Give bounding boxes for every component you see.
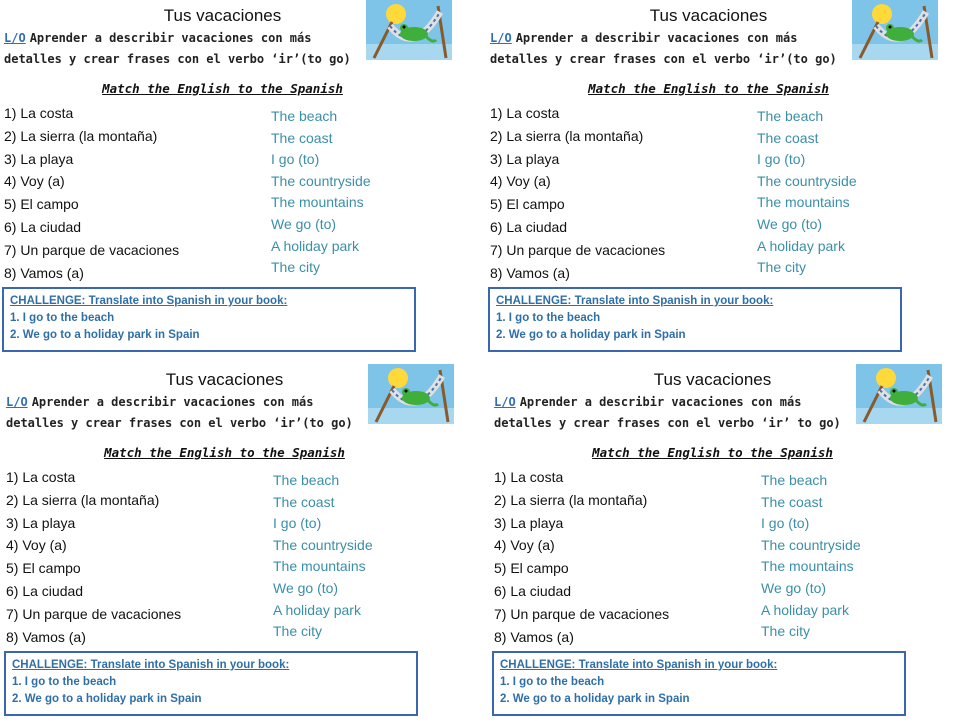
challenge-item: 1. I go to the beach	[10, 312, 115, 324]
hammock-frog-icon	[368, 364, 454, 424]
spanish-list	[6, 466, 181, 648]
spanish-item: 5) El campo	[4, 196, 79, 213]
english-item: The coast	[761, 493, 823, 510]
english-item: The beach	[271, 108, 338, 124]
challenge-item: 1. I go to the beach	[12, 676, 117, 688]
english-item: The mountains	[273, 558, 366, 575]
spanish-item: 8) Vamos (a)	[4, 264, 84, 281]
english-item: I go (to)	[757, 151, 806, 168]
lo-label: L/O	[494, 395, 516, 409]
challenge-title: CHALLENGE: Translate into Spanish in your book:	[496, 295, 774, 307]
lo-label: L/O	[4, 31, 26, 45]
english-list	[757, 106, 857, 279]
spanish-item: 4) Voy (a)	[490, 173, 551, 190]
spanish-item: 6) La ciudad	[494, 582, 572, 599]
challenge-box	[488, 287, 902, 352]
spanish-item: 1) La costa	[4, 105, 74, 121]
spanish-item: 6) La ciudad	[6, 582, 84, 599]
spanish-item: 5) El campo	[6, 560, 81, 577]
english-item: We go (to)	[761, 579, 827, 596]
lo-line1: Aprender a describir vacaciones con más	[515, 31, 798, 45]
english-item: A holiday park	[757, 237, 845, 254]
learning-objective	[4, 28, 376, 70]
english-item: The city	[273, 623, 323, 640]
spanish-item: 3) La playa	[494, 514, 564, 531]
challenge-item: 2. We go to a holiday park in Spain	[12, 693, 202, 705]
worksheet-title: Tus vacaciones	[165, 370, 284, 389]
english-item: A holiday park	[271, 237, 359, 254]
english-item: The coast	[273, 493, 335, 510]
english-item: The city	[271, 259, 321, 276]
lo-label: L/O	[6, 395, 28, 409]
english-item: A holiday park	[273, 601, 361, 618]
spanish-item: 3) La playa	[4, 150, 74, 167]
lo-line1: Aprender a describir vacaciones con más	[29, 31, 312, 45]
english-item: The mountains	[761, 558, 854, 575]
lo-line2: detalles y crear frases con el verbo ‘ir’ to go)	[494, 416, 841, 430]
spanish-list	[490, 102, 665, 284]
english-list	[271, 106, 371, 279]
spanish-item: 3) La playa	[490, 150, 560, 167]
learning-objective	[6, 392, 378, 434]
english-item: The countryside	[757, 172, 857, 189]
spanish-list	[494, 466, 669, 648]
english-item: The mountains	[271, 194, 364, 211]
hammock-frog-icon	[852, 0, 938, 60]
challenge-item: 1. I go to the beach	[496, 312, 601, 324]
spanish-item: 8) Vamos (a)	[494, 628, 574, 645]
english-item: The countryside	[273, 536, 373, 553]
hammock-frog-icon	[366, 0, 452, 60]
english-item: We go (to)	[273, 579, 339, 596]
lo-label: L/O	[490, 31, 512, 45]
spanish-item: 2) La sierra (la montaña)	[494, 491, 648, 508]
worksheet-4	[490, 364, 960, 724]
spanish-item: 7) Un parque de vacaciones	[494, 605, 670, 622]
learning-objective	[494, 392, 866, 434]
spanish-item: 8) Vamos (a)	[490, 264, 570, 281]
spanish-item: 2) La sierra (la montaña)	[490, 127, 644, 144]
challenge-item: 2. We go to a holiday park in Spain	[496, 329, 686, 341]
challenge-item: 1. I go to the beach	[500, 676, 605, 688]
english-item: The coast	[757, 129, 819, 146]
spanish-item: 6) La ciudad	[4, 218, 82, 235]
english-item: The city	[761, 623, 811, 640]
english-list	[273, 470, 373, 643]
challenge-item: 2. We go to a holiday park in Spain	[500, 693, 690, 705]
spanish-item: 7) Un parque de vacaciones	[490, 241, 666, 258]
spanish-item: 4) Voy (a)	[6, 537, 67, 554]
match-heading: Match the English to the Spanish	[588, 81, 829, 96]
english-item: I go (to)	[761, 515, 810, 532]
spanish-item: 6) La ciudad	[490, 218, 568, 235]
match-heading: Match the English to the Spanish	[102, 81, 343, 96]
challenge-title: CHALLENGE: Translate into Spanish in your book:	[500, 659, 778, 671]
spanish-item: 2) La sierra (la montaña)	[4, 127, 158, 144]
english-item: The beach	[757, 108, 824, 124]
english-item: We go (to)	[757, 215, 823, 232]
hammock-frog-icon	[856, 364, 942, 424]
english-item: The city	[757, 259, 807, 276]
spanish-item: 4) Voy (a)	[494, 537, 555, 554]
spanish-item: 2) La sierra (la montaña)	[6, 491, 160, 508]
spanish-item: 4) Voy (a)	[4, 173, 65, 190]
lo-line2: detalles y crear frases con el verbo ‘ir’(to go)	[4, 52, 351, 66]
lo-line2: detalles y crear frases con el verbo ‘ir’(to go)	[490, 52, 837, 66]
worksheet-1	[0, 0, 470, 360]
challenge-box	[492, 651, 906, 716]
worksheet-title: Tus vacaciones	[649, 6, 768, 25]
english-item: We go (to)	[271, 215, 337, 232]
english-item: The coast	[271, 129, 333, 146]
spanish-item: 1) La costa	[494, 469, 564, 485]
spanish-item: 7) Un parque de vacaciones	[4, 241, 180, 258]
english-item: The countryside	[271, 172, 371, 189]
lo-line2: detalles y crear frases con el verbo ‘ir’(to go)	[6, 416, 353, 430]
english-item: The beach	[761, 472, 828, 488]
spanish-item: 5) El campo	[490, 196, 565, 213]
lo-line1: Aprender a describir vacaciones con más	[519, 395, 802, 409]
spanish-item: 1) La costa	[6, 469, 76, 485]
worksheet-3	[2, 364, 472, 724]
challenge-box	[2, 287, 416, 352]
english-item: A holiday park	[761, 601, 849, 618]
worksheet-title: Tus vacaciones	[653, 370, 772, 389]
english-item: I go (to)	[271, 151, 320, 168]
english-item: The mountains	[757, 194, 850, 211]
english-item: The countryside	[761, 536, 861, 553]
english-item: I go (to)	[273, 515, 322, 532]
challenge-title: CHALLENGE: Translate into Spanish in your book:	[12, 659, 290, 671]
spanish-list	[4, 102, 179, 284]
learning-objective	[490, 28, 862, 70]
spanish-item: 1) La costa	[490, 105, 560, 121]
lo-line1: Aprender a describir vacaciones con más	[31, 395, 314, 409]
challenge-title: CHALLENGE: Translate into Spanish in your book:	[10, 295, 288, 307]
worksheet-2	[486, 0, 956, 360]
spanish-item: 5) El campo	[494, 560, 569, 577]
challenge-item: 2. We go to a holiday park in Spain	[10, 329, 200, 341]
challenge-box	[4, 651, 418, 716]
worksheet-title: Tus vacaciones	[163, 6, 282, 25]
spanish-item: 3) La playa	[6, 514, 76, 531]
spanish-item: 8) Vamos (a)	[6, 628, 86, 645]
english-list	[761, 470, 861, 643]
match-heading: Match the English to the Spanish	[104, 445, 345, 460]
spanish-item: 7) Un parque de vacaciones	[6, 605, 182, 622]
match-heading: Match the English to the Spanish	[592, 445, 833, 460]
english-item: The beach	[273, 472, 340, 488]
